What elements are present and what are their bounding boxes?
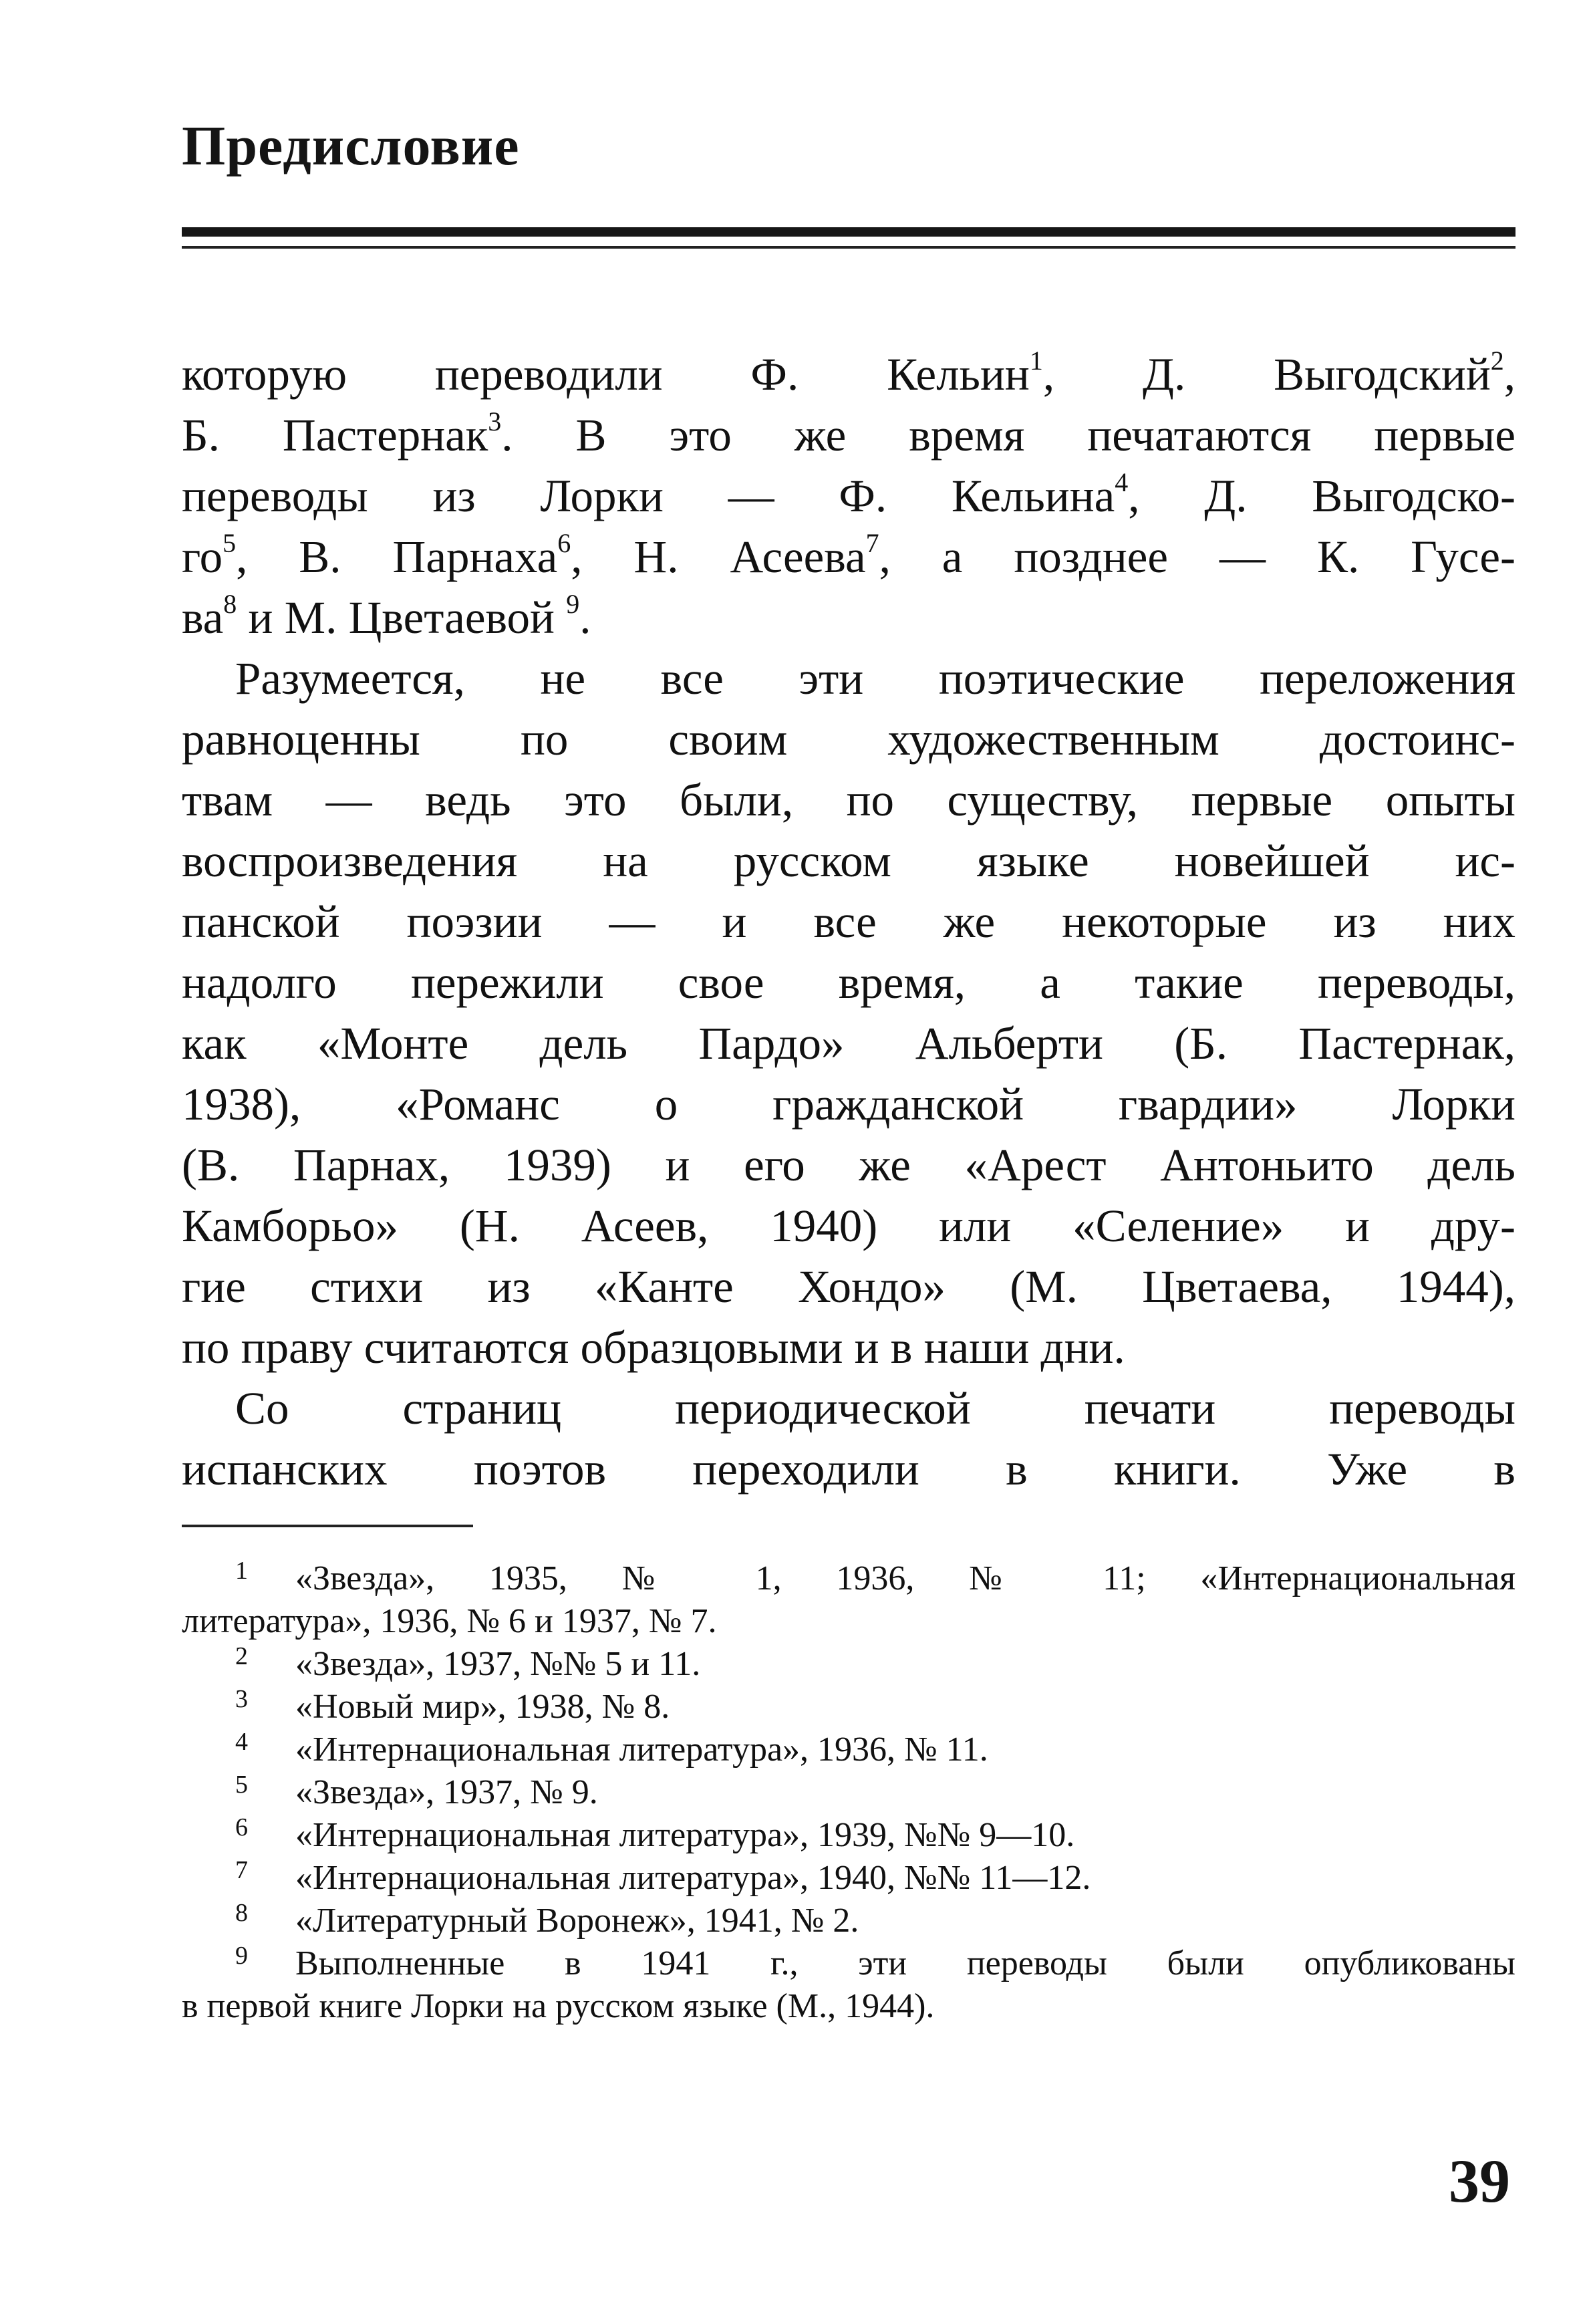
footnote-text: литература», 1936, № 6 и 1937, № 7. (182, 1602, 717, 1640)
footnote-number: 7 (235, 1856, 248, 1884)
footnote-number: 3 (235, 1685, 248, 1713)
footnote-text: «Интернациональная литература», 1936, № 11. (295, 1730, 988, 1769)
footnote (182, 1728, 1515, 1771)
footnote (182, 1557, 1515, 1600)
footnote-text: «Интернациональная литература», 1939, №№ 9—10. (295, 1816, 1075, 1854)
text-line: (В. Парнах, 1939) и его же «Арест Антоньито дель (182, 1140, 1515, 1190)
footnote-text: Выполненные в 1941 г., эти переводы были опубликованы (295, 1944, 1515, 1982)
text-line: Б. Пастернак$^3$. В это же время печатаются первые (182, 406, 1515, 461)
footnote-text: «Литературный Воронеж», 1941, № 2. (295, 1902, 859, 1940)
footnote-text: «Звезда», 1937, №№ 5 и 11. (295, 1645, 701, 1683)
footnote-ref: 4 (1115, 467, 1129, 497)
text-line: надолго пережили свое время, а такие переводы, (182, 957, 1515, 1008)
footnote (182, 1643, 1515, 1686)
text-line: воспроизведения на русском языке новейшей ис- (182, 835, 1515, 886)
footnote (182, 1814, 1515, 1857)
footnote-number: 8 (235, 1899, 248, 1927)
text-line: Со страниц периодической печати переводы (235, 1383, 1515, 1434)
footnote-number: 5 (235, 1771, 248, 1799)
text-line: 1938), «Романс о гражданской гвардии» Лорки (182, 1079, 1515, 1130)
header-rule-thick (182, 227, 1515, 237)
footnote (182, 1942, 1515, 1985)
footnote-ref: 5 (223, 528, 237, 558)
text-line: по праву считаются образцовыми и в наши дни. (182, 1322, 1125, 1373)
text-line: панской поэзии — и все же некоторые из них (182, 896, 1515, 947)
footnote-text: в первой книге Лорки на русском языке (М., 1944). (182, 1987, 935, 2025)
text-line: переводы из Лорки — Ф. Кельина$^4$, Д. Выгодско- (182, 467, 1515, 521)
text-line: твам — ведь это были, по существу, первые опыты (182, 775, 1515, 825)
footnote-number: 2 (235, 1642, 248, 1670)
footnote (182, 1686, 1515, 1728)
text-line: Разумеется, не все эти поэтические переложения (235, 653, 1515, 704)
text-line: Камборьо» (Н. Асеев, 1940) или «Селение» и дру- (182, 1200, 1515, 1251)
footnote-text: «Звезда», 1935, № 1, 1936, № 11; «Интернациональная (295, 1559, 1515, 1597)
running-head: Предисловие (182, 115, 520, 177)
footnote-number: 6 (235, 1813, 248, 1841)
text-line: $ва^8$ и М. Цветаевой $^9$. (182, 589, 591, 643)
text-line: гие стихи из «Канте Хондо» (М. Цветаева, 1944), (182, 1261, 1515, 1312)
header-rule-thin (182, 246, 1515, 249)
page-number: 39 (1449, 2147, 1510, 2215)
footnotes (182, 1557, 1515, 2028)
footnote-ref: 3 (488, 406, 502, 436)
footnote-ref: 8 (223, 589, 237, 619)
footnote-text: «Интернациональная литература», 1940, №№ 11—12. (295, 1859, 1091, 1897)
text-line: испанских поэтов переходили в книги. Уже в (182, 1444, 1515, 1495)
footnote-ref: 9 (566, 589, 580, 619)
footnote-ref: 2 (1490, 346, 1504, 376)
text-line: как «Монте дель Пардо» Альберти (Б. Пастернак, (182, 1018, 1515, 1069)
footnote-separator (182, 1525, 473, 1527)
footnote (182, 1857, 1515, 1900)
text-line: равноценны по своим художественным достоинс- (182, 714, 1515, 765)
footnote-ref: 7 (865, 528, 879, 558)
footnote-text: «Новый мир», 1938, № 8. (295, 1688, 670, 1726)
footnote-text: «Звезда», 1937, № 9. (295, 1773, 598, 1811)
footnote-number: 9 (235, 1942, 248, 1970)
footnote (182, 1900, 1515, 1942)
text-line: которую переводили Ф. Кельин$^1$, Д. Выгодский$^2$, (182, 346, 1515, 400)
text-line: $го^5$, В. Парнаха$^6$, Н. Асеева$^7$, а позднее — К. Гусе- (182, 528, 1515, 582)
footnote-number: 4 (235, 1728, 248, 1756)
body-text (182, 344, 1515, 1500)
footnote-number: 1 (235, 1557, 248, 1585)
footnote-ref: 1 (1029, 346, 1043, 376)
footnote-ref: 6 (557, 528, 571, 558)
footnote (182, 1771, 1515, 1814)
